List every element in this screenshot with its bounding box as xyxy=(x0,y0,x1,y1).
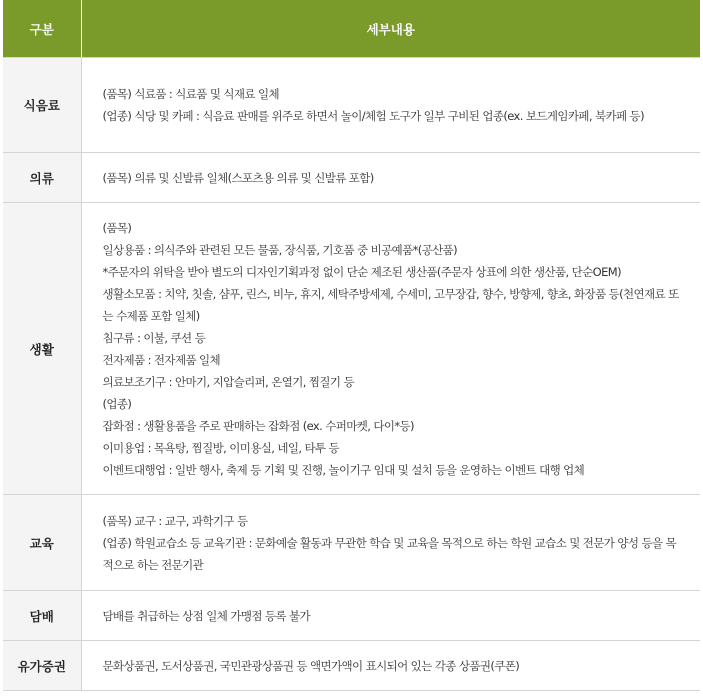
table-row xyxy=(3,495,700,591)
detail-line: *주문자의 위탁을 받아 별도의 디자인기획과정 없이 단순 제조된 생산품(주문자 상표에 의한 생산품, 단순OEM) xyxy=(102,264,621,279)
detail-line: 전자제품 : 전자제품 일체 xyxy=(102,352,221,367)
row-category: 유가증권 xyxy=(3,641,81,691)
detail-line: 일상용품 : 의식주와 관련된 모든 물품, 장식품, 기호품 중 비공예품*(공산품) xyxy=(102,242,458,257)
detail-line: (업종) xyxy=(102,396,132,411)
table-row xyxy=(3,591,700,641)
detail-line: 잡화점 : 생활용품을 주로 판매하는 잡화점 (ex. 수퍼마켓, 다이*등) xyxy=(102,418,414,433)
detail-line: 문화상품권, 도서상품권, 국민관광상품권 등 액면가액이 표시되어 있는 각종 상품권(쿠폰) xyxy=(102,658,520,673)
table-row xyxy=(3,153,700,203)
detail-line: (품목) 의류 및 신발류 일체(스포츠용 의류 및 신발류 포함) xyxy=(102,170,374,185)
detail-line: (품목) xyxy=(102,220,132,235)
table-row xyxy=(3,641,700,691)
row-category: 생활 xyxy=(3,203,81,495)
detail-line: (품목) 식료품 : 식료품 및 식재료 일체 xyxy=(102,87,280,101)
detail-line: 담배를 취급하는 상점 일체 가맹점 등록 불가 xyxy=(102,608,310,623)
row-detail xyxy=(81,591,700,641)
category-table xyxy=(3,0,700,691)
row-detail xyxy=(81,58,700,153)
header-detail: 세부내용 xyxy=(81,0,700,58)
row-detail xyxy=(81,641,700,691)
detail-line: 생활소모품 : 치약, 칫솔, 샴푸, 린스, 비누, 휴지, 세탁주방세제, 수세미, 고무장갑, 향수, 방향제, 향초, 화장품 등(천연재료 또는 수제품 포함 일체) xyxy=(102,286,679,323)
detail-line: 이벤트대행업 : 일반 행사, 축제 등 기획 및 진행, 놀이기구 임대 및 설치 등을 운영하는 이벤트 대행 업체 xyxy=(102,462,585,477)
detail-line: 이미용업 : 목욕탕, 찜질방, 이미용실, 네일, 타투 등 xyxy=(102,440,340,455)
detail-line: (업종) 식당 및 카페 : 식음료 판매를 위주로 하면서 놀이/체험 도구가 일부 구비된 업종(ex. 보드게임카페, 북카페 등) xyxy=(102,109,644,123)
detail-line: (품목) 교구 : 교구, 과학기구 등 xyxy=(102,513,248,528)
row-category: 의류 xyxy=(3,153,81,203)
detail-line: (업종) 학원교습소 등 교육기관 : 문화예술 활동과 무관한 학습 및 교육을 목적으로 하는 학원 교습소 및 전문가 양성 등을 목적으로 하는 전문기관 xyxy=(102,535,677,572)
row-category: 식음료 xyxy=(3,58,81,153)
detail-line: 침구류 : 이불, 쿠션 등 xyxy=(102,330,206,345)
row-category: 교육 xyxy=(3,495,81,591)
row-detail xyxy=(81,203,700,495)
row-category: 담배 xyxy=(3,591,81,641)
header-row xyxy=(3,0,700,58)
detail-line: 의료보조기구 : 안마기, 지압슬리퍼, 온열기, 찜질기 등 xyxy=(102,374,354,389)
table-row xyxy=(3,58,700,153)
row-detail xyxy=(81,153,700,203)
header-category: 구분 xyxy=(3,0,81,58)
row-detail xyxy=(81,495,700,591)
table-row xyxy=(3,203,700,495)
